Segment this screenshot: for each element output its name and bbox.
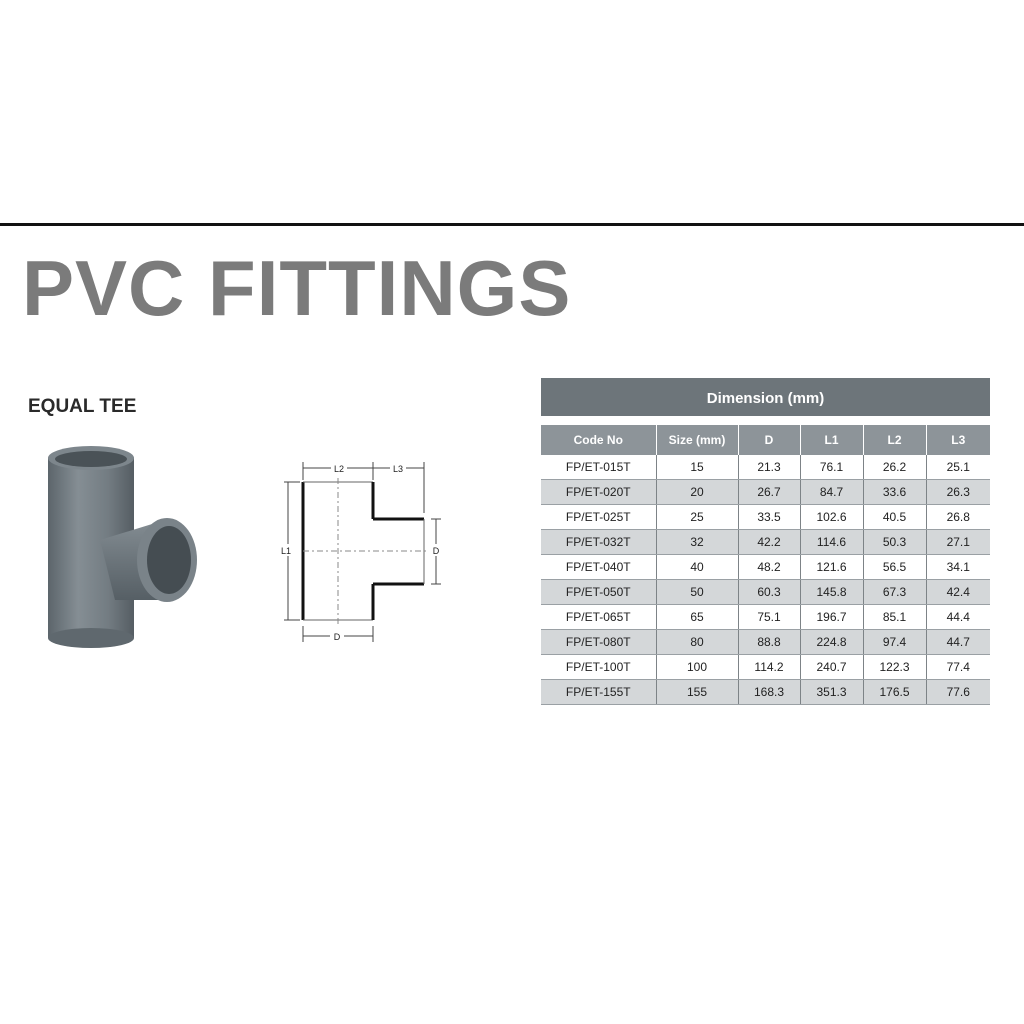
table-row <box>541 680 990 705</box>
equal-tee-product-image <box>40 440 210 655</box>
cell-l1: 121.6 <box>800 555 863 580</box>
cell-d: 114.2 <box>738 655 800 680</box>
cell-l3: 27.1 <box>926 530 990 555</box>
table-body <box>541 455 990 705</box>
cell-code-no: FP/ET-025T <box>541 505 656 530</box>
cell-d: 42.2 <box>738 530 800 555</box>
cell-l3: 42.4 <box>926 580 990 605</box>
cell-l3: 44.7 <box>926 630 990 655</box>
cell-size: 40 <box>656 555 738 580</box>
table-row <box>541 580 990 605</box>
cell-code-no: FP/ET-065T <box>541 605 656 630</box>
table-header-row <box>541 425 990 455</box>
cell-code-no: FP/ET-155T <box>541 680 656 705</box>
cell-size: 15 <box>656 455 738 480</box>
l3-label: L3 <box>392 464 404 474</box>
cell-l1: 224.8 <box>800 630 863 655</box>
cell-l3: 77.4 <box>926 655 990 680</box>
cell-size: 155 <box>656 680 738 705</box>
dimension-table <box>541 425 990 705</box>
cell-d: 88.8 <box>738 630 800 655</box>
page-title: PVC FITTINGS <box>22 244 572 332</box>
column-header-code-no: Code No <box>541 425 656 455</box>
cell-d: 60.3 <box>738 580 800 605</box>
column-header-l1: L1 <box>800 425 863 455</box>
cell-d: 26.7 <box>738 480 800 505</box>
cell-size: 100 <box>656 655 738 680</box>
cell-size: 80 <box>656 630 738 655</box>
cell-l3: 34.1 <box>926 555 990 580</box>
column-header-l2: L2 <box>863 425 926 455</box>
cell-l2: 176.5 <box>863 680 926 705</box>
column-header-l3: L3 <box>926 425 990 455</box>
cell-d: 33.5 <box>738 505 800 530</box>
cell-l1: 84.7 <box>800 480 863 505</box>
cell-size: 32 <box>656 530 738 555</box>
l2-label: L2 <box>333 464 345 474</box>
cell-l3: 44.4 <box>926 605 990 630</box>
d-bottom-label: D <box>333 632 341 642</box>
cell-l2: 67.3 <box>863 580 926 605</box>
cell-code-no: FP/ET-020T <box>541 480 656 505</box>
cell-code-no: FP/ET-100T <box>541 655 656 680</box>
cell-l2: 40.5 <box>863 505 926 530</box>
cell-l3: 77.6 <box>926 680 990 705</box>
l1-label: L1 <box>280 546 292 556</box>
cell-l1: 240.7 <box>800 655 863 680</box>
cell-size: 50 <box>656 580 738 605</box>
column-header-size: Size (mm) <box>656 425 738 455</box>
table-row <box>541 605 990 630</box>
product-name: EQUAL TEE <box>28 396 137 417</box>
table-row <box>541 530 990 555</box>
table-row <box>541 655 990 680</box>
cell-size: 25 <box>656 505 738 530</box>
table-row <box>541 630 990 655</box>
dimension-table-container <box>541 378 990 705</box>
cell-d: 21.3 <box>738 455 800 480</box>
cell-l2: 122.3 <box>863 655 926 680</box>
table-row <box>541 455 990 480</box>
cell-d: 75.1 <box>738 605 800 630</box>
d-right-label: D <box>432 546 440 556</box>
cell-l1: 102.6 <box>800 505 863 530</box>
cell-l1: 351.3 <box>800 680 863 705</box>
equal-tee-technical-drawing <box>276 458 446 648</box>
cell-l1: 196.7 <box>800 605 863 630</box>
table-row <box>541 505 990 530</box>
cell-d: 168.3 <box>738 680 800 705</box>
column-header-d: D <box>738 425 800 455</box>
cell-l2: 85.1 <box>863 605 926 630</box>
cell-l2: 56.5 <box>863 555 926 580</box>
cell-l3: 26.8 <box>926 505 990 530</box>
cell-l2: 26.2 <box>863 455 926 480</box>
cell-code-no: FP/ET-040T <box>541 555 656 580</box>
cell-l1: 145.8 <box>800 580 863 605</box>
cell-code-no: FP/ET-015T <box>541 455 656 480</box>
cell-l3: 25.1 <box>926 455 990 480</box>
cell-size: 20 <box>656 480 738 505</box>
cell-l2: 33.6 <box>863 480 926 505</box>
cell-l2: 50.3 <box>863 530 926 555</box>
table-row <box>541 480 990 505</box>
dimension-table-caption: Dimension (mm) <box>541 378 990 416</box>
cell-size: 65 <box>656 605 738 630</box>
cell-code-no: FP/ET-032T <box>541 530 656 555</box>
cell-l2: 97.4 <box>863 630 926 655</box>
cell-l1: 114.6 <box>800 530 863 555</box>
cell-d: 48.2 <box>738 555 800 580</box>
top-divider-line <box>0 223 1024 226</box>
cell-l1: 76.1 <box>800 455 863 480</box>
cell-code-no: FP/ET-080T <box>541 630 656 655</box>
cell-code-no: FP/ET-050T <box>541 580 656 605</box>
cell-l3: 26.3 <box>926 480 990 505</box>
table-row <box>541 555 990 580</box>
